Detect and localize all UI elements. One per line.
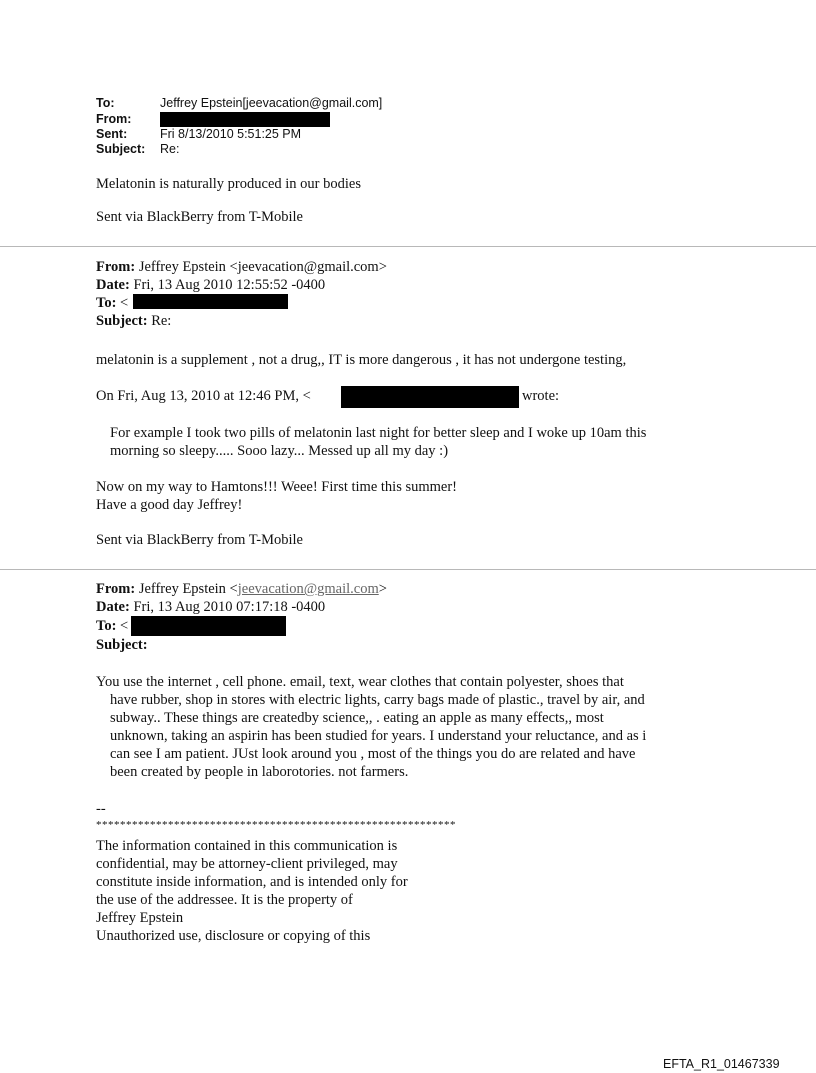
date-value: Fri, 13 Aug 2010 07:17:18 -0400 [133,599,326,615]
to-label: To: [96,295,117,311]
date-line [96,276,325,294]
disclaimer-line: Unauthorized use, disclosure or copying of this [96,928,371,944]
date-label: Date: [96,599,130,615]
to-line [96,617,128,635]
document-id: EFTA_R1_01467339 [663,1057,780,1071]
subject-label: Subject: [96,637,148,653]
sent-value: Fri 8/13/2010 5:51:25 PM [160,127,302,141]
from-value: Jeffrey Epstein <jeevacation@gmail.com> [138,259,387,275]
message-text: unknown, taking an aspirin has been studied for years. I understand your reluctance, and as i [110,728,647,744]
quoted-line: For example I took two pills of melatonin last night for better sleep and I woke up 10am this [110,425,647,441]
subject-label: Subject: [96,313,148,329]
from-label: From: [96,112,132,126]
subject-label: Subject: [96,142,146,156]
from-close: > [378,581,387,597]
message-text: have rubber, shop in stores with electric lights, carry bags made of plastic., travel by air, and [110,692,645,708]
stars-divider: ************************************************************ [96,819,456,831]
message-text: subway.. These things are createdby science,, . eating an apple as many effects,, most [110,710,604,726]
to-line [96,294,128,312]
divider [0,246,816,247]
divider [0,569,816,570]
to-label: To: [96,96,115,110]
disclaimer-line: The information contained in this communication is [96,838,398,854]
quote-wrote: wrote: [522,388,560,404]
disclaimer-line: constitute inside information, and is intended only for [96,874,408,890]
redaction-box [341,386,519,408]
disclaimer-line: confidential, may be attorney-client privileged, may [96,856,398,872]
date-line [96,598,325,616]
message-text: been created by people in laborotories. not farmers. [110,764,409,780]
to-value: < [120,295,129,311]
from-label: From: [96,259,136,275]
redaction-box [131,616,286,636]
to-value: Jeffrey Epstein[jeevacation@gmail.com] [160,96,383,110]
signature: Sent via BlackBerry from T-Mobile [96,532,303,548]
message-text: Have a good day Jeffrey! [96,497,243,513]
message-text: melatonin is a supplement , not a drug,, IT is more dangerous , it has not undergone testing, [96,352,627,368]
disclaimer-line: the use of the addressee. It is the property of [96,892,353,908]
from-label: From: [96,581,136,597]
from-name: Jeffrey Epstein < [138,581,238,597]
quoted-line: morning so sleepy..... Sooo lazy... Messed up all my day :) [110,443,449,459]
from-line [96,258,387,276]
date-label: Date: [96,277,130,293]
subject-value: Re: [151,313,172,329]
quote-intro: On Fri, Aug 13, 2010 at 12:46 PM, < [96,388,311,404]
message-text: You use the internet , cell phone. email, text, wear clothes that contain polyester, shoes that [96,674,624,690]
message-text: Melatonin is naturally produced in our bodies [96,176,361,192]
subject-line [96,312,171,330]
disclaimer-line: Jeffrey Epstein [96,910,184,926]
redaction-box [133,294,288,309]
signature-separator: -- [96,801,106,817]
message-text: Now on my way to Hamtons!!! Weee! First time this summer! [96,479,458,495]
message-text: can see I am patient. JUst look around you , most of the things you do are related and have [110,746,636,762]
signature: Sent via BlackBerry from T-Mobile [96,209,303,225]
date-value: Fri, 13 Aug 2010 12:55:52 -0400 [133,277,326,293]
subject-value: Re: [160,142,180,156]
to-value: < [120,618,129,634]
to-label: To: [96,618,117,634]
from-line [96,580,387,598]
redaction-box [160,112,330,127]
sent-label: Sent: [96,127,128,141]
email-link[interactable]: jeevacation@gmail.com [237,581,379,597]
